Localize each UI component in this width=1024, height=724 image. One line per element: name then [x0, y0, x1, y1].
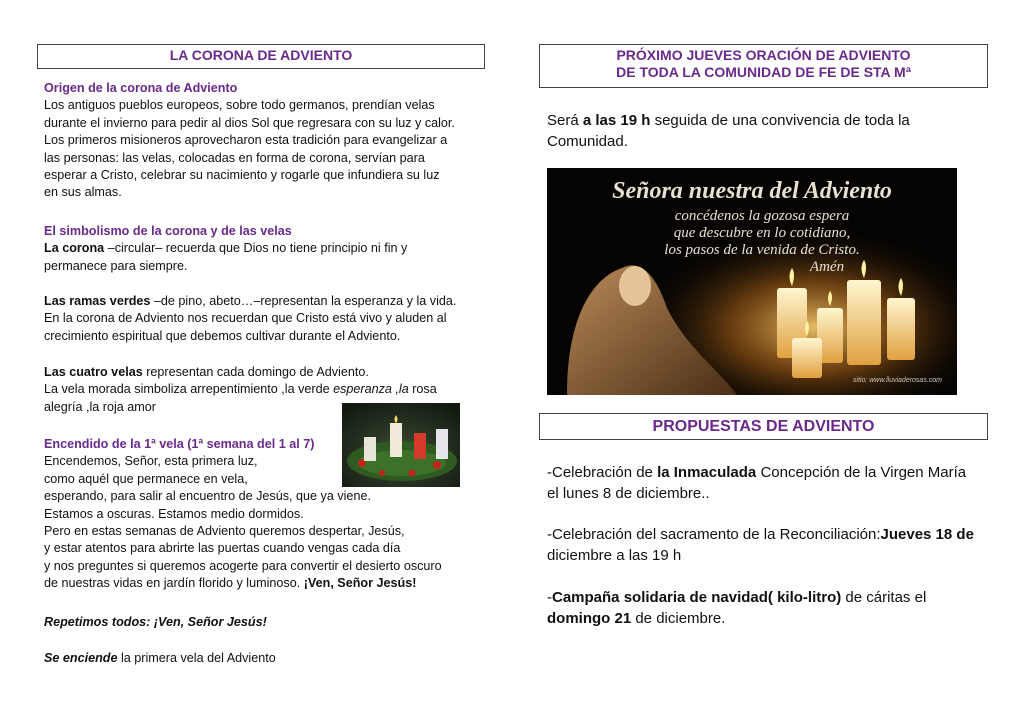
origin-line: durante el invierno para pedir al dios Sol que regresara con su luz y calor. — [44, 115, 455, 130]
ramas-line2: En la corona de Adviento nos recuerdan que Cristo está vivo y aluden al — [44, 311, 447, 326]
image-title: Señora nuestra del Adviento — [612, 178, 892, 204]
sera-bold: a las 19 h — [582, 112, 651, 129]
enciende-section — [44, 650, 484, 667]
origin-section — [44, 80, 484, 202]
proposal-1 — [547, 462, 987, 504]
left-title: LA CORONA DE ADVIENTO — [169, 47, 353, 63]
right-title-line1: PRÓXIMO JUEVES ORACIÓN DE ADVIENTO — [616, 47, 911, 63]
morada-post: rosa — [408, 382, 437, 397]
morada-pre: La vela morada simboliza arrepentimiento ,la verde — [44, 382, 334, 397]
origin-line: en sus almas. — [44, 185, 122, 200]
repetimos-section — [44, 614, 484, 631]
repetimos-line — [44, 614, 484, 631]
p1-pre: -Celebración de — [547, 464, 658, 481]
prayer-line: Encendemos, Señor, esta primera luz, — [44, 454, 258, 469]
origin-line: esperar a Cristo, celebrar su nacimiento y rogarle que infundiera su luz — [44, 168, 440, 183]
prayer-line-last — [44, 575, 484, 592]
image-site: sitio: www.lluviaderosas.com — [852, 377, 942, 384]
prayer-line: esperando, para salir al encuentro de Jesús, que ya viene. — [44, 489, 371, 504]
ramas-bold: Las ramas verdes — [44, 294, 151, 308]
propuestas-title-box — [539, 413, 988, 440]
left-title-box — [37, 44, 485, 69]
virgin-candles-icon — [547, 168, 957, 395]
image-line: Amén — [809, 259, 845, 275]
ramas-rest: –de pino, abeto…–representan la esperanza y la vida. — [150, 294, 457, 308]
p3-pre: - — [547, 589, 552, 606]
origin-line: Los antiguos pueblos europeos, sobre todo germanos, prendían velas — [44, 98, 435, 113]
right-title-line2: DE TODA LA COMUNIDAD DE FE DE STA Mª — [616, 64, 911, 80]
prayer-last-bold: ¡Ven, Señor Jesús! — [303, 576, 417, 591]
ramas-section — [44, 293, 484, 345]
enciende-italic: Se enciende — [44, 651, 118, 665]
p3-bold: Campaña solidaria de navidad( kilo-litro) — [552, 589, 842, 606]
velas-rest: representan cada domingo de Adviento. — [142, 365, 369, 379]
propuestas-title: PROPUESTAS DE ADVIENTO — [652, 418, 875, 435]
image-line: los pasos de la venida de Cristo. — [664, 242, 860, 258]
sera-line — [547, 110, 987, 131]
enciende-rest: la primera vela del Adviento — [117, 651, 276, 665]
prayer-line: Estamos a oscuras. Estamos medio dormidos. — [44, 506, 304, 521]
p3-line2 — [547, 608, 987, 629]
origin-heading: Origen de la corona de Adviento — [44, 81, 238, 95]
corona-line — [44, 240, 484, 257]
sera-line2: Comunidad. — [547, 133, 628, 150]
proposal-2 — [547, 524, 987, 566]
symbol-section — [44, 223, 484, 275]
ramas-line — [44, 293, 484, 310]
p2-bold: Jueves 18 de — [880, 526, 974, 543]
p1-line2: el lunes 8 de diciembre.. — [547, 485, 710, 502]
sera-section — [547, 110, 987, 152]
p1-line — [547, 462, 987, 483]
prayer-last-pre: de nuestras vidas en jardín florido y luminoso. — [44, 576, 304, 591]
p1-post: Concepción de la Virgen María — [756, 464, 967, 481]
origin-line: Los primeros misioneros aprovecharon esta tradición para evangelizar a — [44, 133, 448, 148]
image-line: que descubre en lo cotidiano, — [673, 225, 851, 241]
prayer-line: y estar atentos para abrirte las puertas cuando vengas cada día — [44, 541, 401, 556]
morada-line — [44, 381, 484, 398]
p3-line — [547, 587, 987, 608]
morada-line2: alegría ,la roja amor — [44, 399, 156, 414]
advent-virgin-image — [547, 168, 957, 395]
p1-bold: la Inmaculada — [657, 464, 757, 481]
symbol-heading: El simbolismo de la corona y de las velas — [44, 224, 292, 238]
p4-post: de diciembre. — [631, 610, 726, 627]
ramas-line3: crecimiento espiritual que debemos cultivar durante el Adviento. — [44, 328, 401, 343]
p4-bold: domingo 21 — [547, 610, 632, 627]
sera-post: seguida de una convivencia de toda la — [650, 112, 910, 129]
p3-post: de cáritas el — [841, 589, 927, 606]
image-line: concédenos la gozosa espera — [674, 208, 850, 224]
velas-bold: Las cuatro velas — [44, 365, 143, 379]
advent-wreath-image — [342, 403, 460, 487]
corona-line2: permanece para siempre. — [44, 258, 188, 273]
p2-line — [547, 524, 987, 545]
repetimos-text: Repetimos todos: ¡Ven, Señor Jesús! — [44, 615, 267, 629]
encendido-heading: Encendido de la 1ª vela (1ª semana del 1 al 7) — [44, 437, 315, 451]
prayer-line: como aquél que permanece en vela, — [44, 471, 248, 486]
prayer-line: Pero en estas semanas de Adviento queremos despertar, Jesús, — [44, 524, 405, 539]
p2-pre: -Celebración del sacramento de la Reconciliación: — [547, 526, 881, 543]
origin-line: las personas: las velas, colocadas en forma de corona, servían para — [44, 150, 425, 165]
prayer-line: y nos preguntes si queremos acogerte para convertir el desierto oscuro — [44, 558, 442, 573]
right-title-box — [539, 44, 988, 88]
sera-pre: Será — [547, 112, 583, 129]
morada-italic: esperanza ,la — [333, 382, 409, 397]
enciende-line — [44, 650, 484, 667]
p2-line2: diciembre a las 19 h — [547, 547, 682, 564]
proposal-3 — [547, 587, 987, 629]
corona-bold: La corona — [44, 241, 105, 256]
advent-wreath-icon — [342, 403, 460, 487]
corona-rest: –circular– recuerda que Dios no tiene principio ni fin y — [104, 241, 408, 256]
velas-line — [44, 364, 484, 381]
